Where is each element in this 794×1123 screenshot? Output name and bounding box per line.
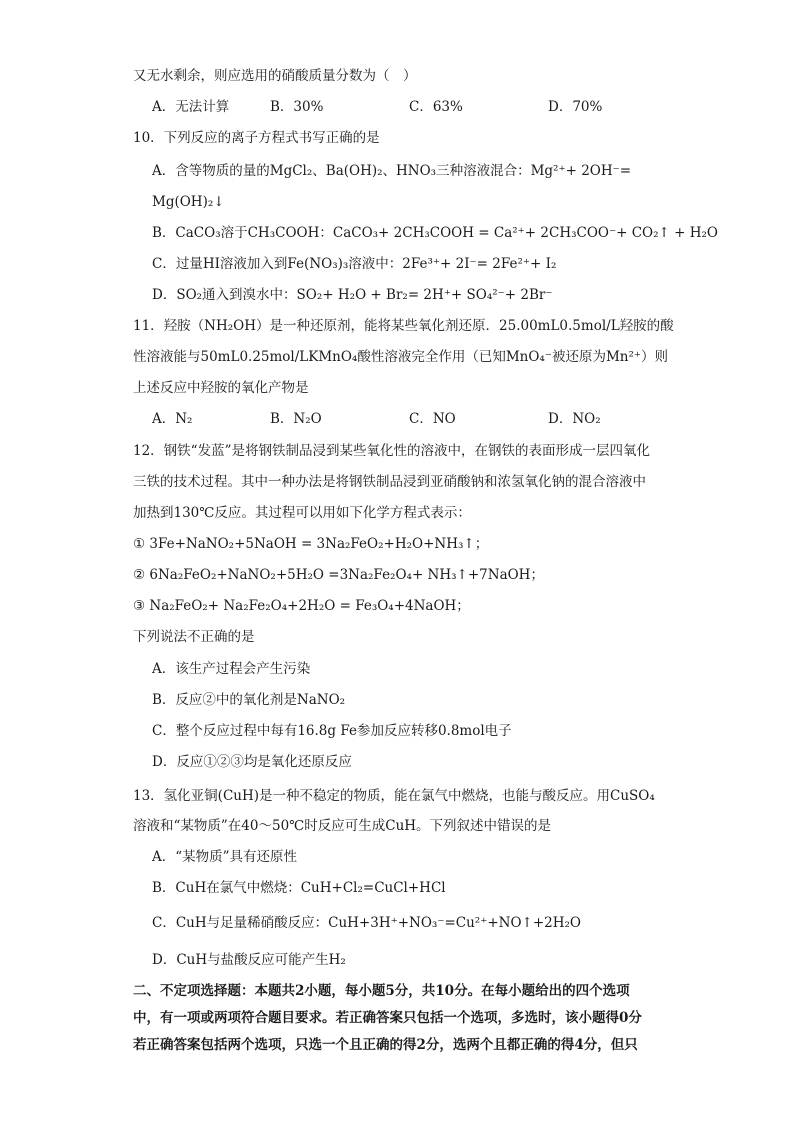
- question-13-option-a: A．“某物质”具有还原性: [152, 849, 298, 865]
- question-12-option-a: A．该生产过程会产生污染: [152, 661, 311, 677]
- question-13-stem-line-2: 溶液和“某物质”在40～50℃时反应可生成CuH。下列叙述中错误的是: [133, 818, 552, 834]
- question-11-options: [152, 409, 601, 429]
- question-10-option-a-continued: Mg(OH)₂↓: [152, 194, 225, 210]
- question-13-option-b: B．CuH在氯气中燃烧：CuH+Cl₂=CuCl+HCl: [152, 880, 446, 896]
- question-9-stem-continuation: 又无水剩余，则应选用的硝酸质量分数为（ ）: [133, 68, 417, 84]
- option-a: A．N₂: [152, 411, 193, 427]
- question-12-option-c: C．整个反应过程中每有16.8g Fe参加反应转移0.8mol电子: [152, 723, 512, 739]
- option-a: A．无法计算: [152, 99, 230, 115]
- section-2-instructions-line-3: 若正确答案包括两个选项，只选一个且正确的得2分，选两个且都正确的得4分，但只: [133, 1037, 638, 1053]
- option-d: D．70%: [548, 99, 603, 115]
- question-9-options: [152, 97, 602, 117]
- option-c: C．NO: [409, 411, 456, 427]
- question-10-option-a: A．含等物质的量的MgCl₂、Ba(OH)₂、HNO₃三种溶液混合：Mg²⁺+ 2OH⁻=: [152, 163, 632, 179]
- question-12-stem-line-2: 三铁的技术过程。其中一种办法是将钢铁制品浸到亚硝酸钠和浓氢氧化钠的混合溶液中: [133, 474, 646, 490]
- question-12-ask: 下列说法不正确的是: [133, 629, 255, 645]
- question-13-stem-line-1: 13．氢化亚铜(CuH)是一种不稳定的物质，能在氯气中燃烧，也能与酸反应。用CuSO₄: [133, 788, 655, 804]
- question-12-equation-1: ① 3Fe+NaNO₂+5NaOH = 3Na₂FeO₂+H₂O+NH₃↑；: [133, 536, 489, 552]
- option-b: B．30%: [270, 99, 324, 115]
- question-11-stem-line-1: 11．羟胺（NH₂OH）是一种还原剂，能将某些氧化剂还原．25.00mL0.5mol/L羟胺的酸: [133, 318, 674, 334]
- question-12-option-b: B．反应②中的氧化剂是NaNO₂: [152, 692, 346, 708]
- option-c: C．63%: [409, 99, 463, 115]
- question-12-stem-line-3: 加热到130℃反应。其过程可以用如下化学方程式表示：: [133, 505, 471, 521]
- section-2-instructions-line-1: 二、不定项选择题：本题共2小题，每小题5分，共10分。在每小题给出的四个选项: [133, 983, 630, 999]
- question-12-equation-2: ② 6Na₂FeO₂+NaNO₂+5H₂O =3Na₂Fe₂O₄+ NH₃↑+7NaOH；: [133, 567, 544, 583]
- question-12-option-d: D．反应①②③均是氧化还原反应: [152, 754, 352, 770]
- question-11-stem-line-2: 性溶液能与50mL0.25mol/LKMnO₄酸性溶液完全作用（已知MnO₄⁻被还原为Mn²⁺）则: [133, 349, 669, 365]
- question-10-stem: 10．下列反应的离子方程式书写正确的是: [133, 130, 380, 146]
- question-13-option-c: C．CuH与足量稀硝酸反应：CuH+3H⁺+NO₃⁻=Cu²⁺+NO↑+2H₂O: [152, 915, 581, 931]
- question-11-stem-line-3: 上述反应中羟胺的氧化产物是: [133, 380, 309, 396]
- question-13-option-d: D．CuH与盐酸反应可能产生H₂: [152, 952, 346, 968]
- option-b: B．N₂O: [270, 411, 322, 427]
- question-12-stem-line-1: 12．钢铁“发蓝”是将钢铁制品浸到某些氧化性的溶液中，在钢铁的表面形成一层四氧化: [133, 443, 650, 459]
- question-10-option-d: D．SO₂通入到溴水中：SO₂+ H₂O + Br₂= 2H⁺+ SO₄²⁻+ 2Br⁻: [152, 287, 553, 303]
- option-d: D．NO₂: [548, 411, 601, 427]
- section-2-instructions-line-2: 中，有一项或两项符合题目要求。若正确答案只包括一个选项，多选时，该小题得0分: [133, 1010, 642, 1026]
- question-12-equation-3: ③ Na₂FeO₂+ Na₂Fe₂O₄+2H₂O = Fe₃O₄+4NaOH；: [133, 598, 470, 614]
- question-10-option-c: C．过量HI溶液加入到Fe(NO₃)₃溶液中：2Fe³⁺+ 2I⁻= 2Fe²⁺+ I₂: [152, 256, 557, 272]
- question-10-option-b: B．CaCO₃溶于CH₃COOH：CaCO₃+ 2CH₃COOH = Ca²⁺+ 2CH₃COO⁻+ CO₂↑ + H₂O: [152, 225, 718, 241]
